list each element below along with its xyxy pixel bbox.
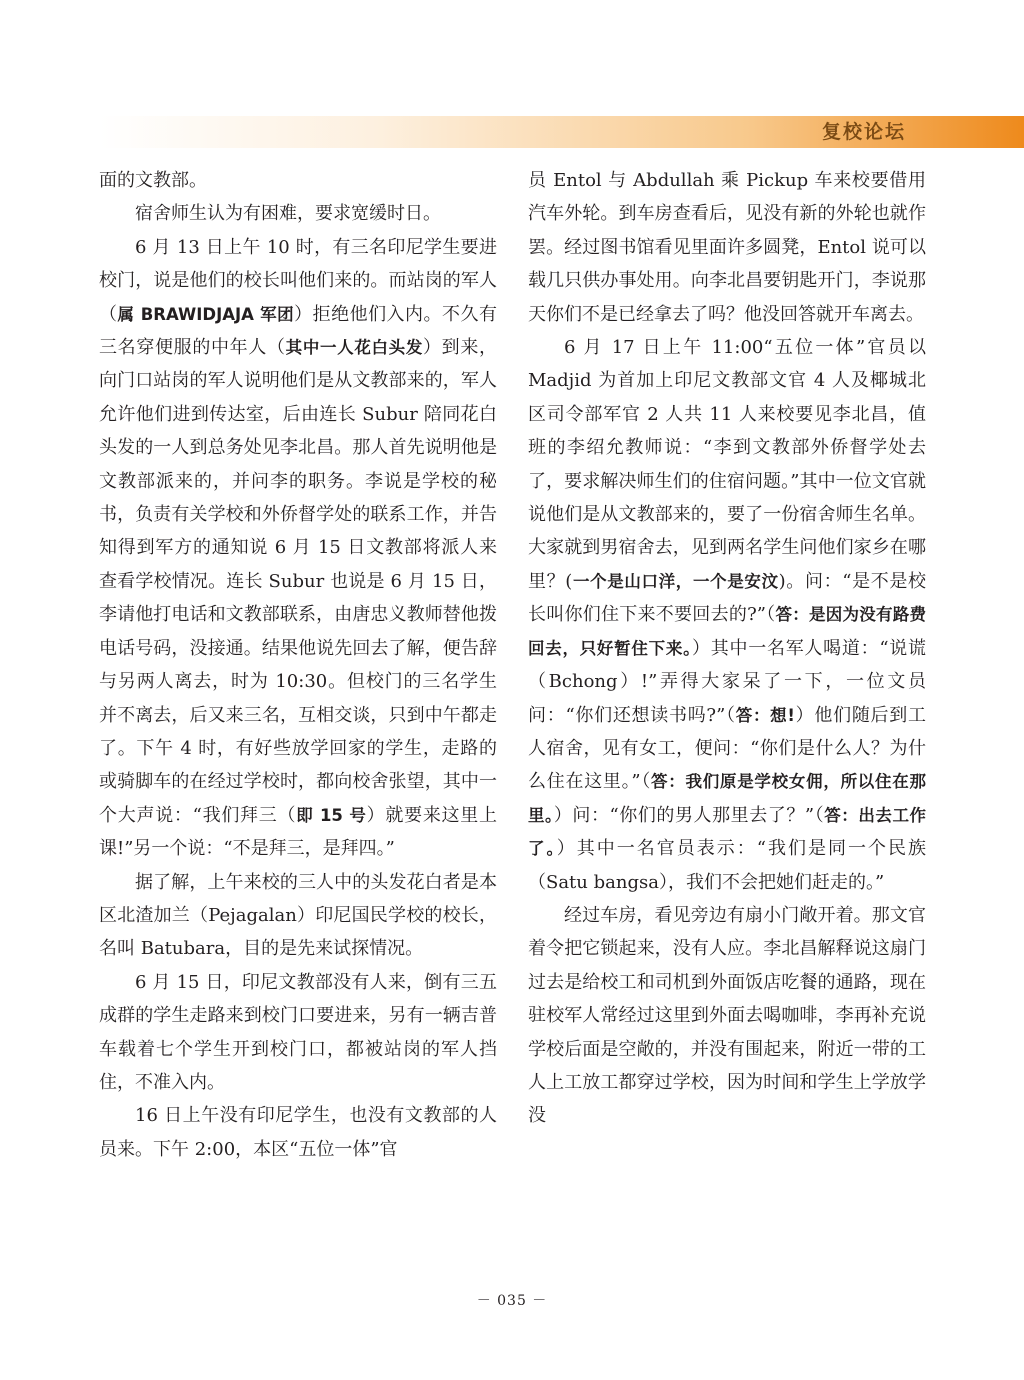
- page-number: － 035 －: [476, 1293, 548, 1309]
- text-segment: )。问：“是不是校长叫你们住下来不要回去的?”（: [528, 570, 926, 626]
- inline-note: 答：是因为没有路费回去，只好暂住下来。: [528, 605, 927, 658]
- section-title: 复校论坛: [821, 121, 906, 143]
- text-segment: ）到来，向门口站岗的军人说明他们是从文教部来的，军人允许他们进到传达室，后由连长 Subur 陪同花白头发的一人到总务处见李北昌。那人首先说明他是文教部派来的，并问李的职务。李说是学校的秘书，负责有关学校和外侨督学处的联系工作，并告知得到军方的通知说 6 月 15 日文教部将派人来查看学校情况。连长 Subur 也说是 6 月 15 日，李请他打电话和文教部联系，由唐忠义教师替他拨电话号码，没接通。结果他说先回去了解，便告辞与另两人离去，时为 10:30。但校门的三名学生并不离去，后又来三名，互相交谈，只到中午都走了。下午 4 时，有好些放学回家的学生，走路的或骑脚车的在经过学校时，都向校舍张望，其中一个大声说：“我们拜三（: [99, 337, 498, 826]
- text-segment: ）拒绝他们入内。不久有三名穿便服的中年人（: [99, 303, 498, 359]
- left-column: [99, 164, 497, 1166]
- text-segment: ）问：“你们的男人那里去了？”（: [553, 804, 825, 826]
- text-segment: 经过车房，看见旁边有扇小门敞开着。那文官着令把它锁起来，没有人应。李北昌解释说这扇门过去是给校工和司机到外面饭店吃餐的通路，现在驻校军人常经过这里到外面去喝咖啡，李再补充说学校后面是空敞的，并没有围起来，附近一带的工人上工放工都穿过学校，因为时间和学生上学放学没: [528, 904, 926, 1127]
- paragraph: [99, 966, 497, 1100]
- paragraph: [99, 164, 497, 197]
- right-column: [528, 164, 926, 1133]
- text-segment: ）其中一名军人喝道：“说谎（Bchong）!”弄得大家呆了一下，一位文员问：“你们还想读书吗?”（: [528, 637, 927, 726]
- text-segment: 6 月 17 日上午 11:00“五位一体”官员以 Madjid 为首加上印尼文教部文官 4 人及椰城北区司令部军官 2 人共 11 人来校要见李北昌，值班的李绍允教师说：“李到文教部外侨督学处去了，要求解决师生们的住宿问题。”其中一位文官就说他们是从文教部来的，要了一份宿舍师生名单。大家就到男宿舍去，见到两名学生问他们家乡在哪里？(: [528, 337, 926, 592]
- inline-note: 其中一人花白头发: [285, 338, 424, 358]
- paragraph: [528, 899, 926, 1133]
- text-segment: ）就要来这里上课!”另一个说：“不是拜三，是拜四。”: [99, 804, 498, 860]
- paragraph: [99, 231, 497, 866]
- inline-note: 一个是山口洋，一个是安汶: [572, 571, 779, 591]
- text-segment: 员 Entol 与 Abdullah 乘 Pickup 车来校要借用汽车外轮。到车房查看后，见没有新的外轮也就作罢。经过图书馆看见里面许多圆凳，Entol 说可以载几只供办事处用。向李北昌要钥匙开门，李说那天你们不是已经拿去了吗？他没回答就开车离去。: [528, 170, 926, 325]
- inline-note: 答：我们原是学校女佣，所以住在那里。: [528, 772, 927, 825]
- paragraph: [99, 197, 497, 230]
- text-segment: 16 日上午没有印尼学生，也没有文教部的人员来。下午 2:00，本区“五位一体”官: [99, 1105, 497, 1160]
- paragraph: [99, 866, 497, 966]
- inline-note: 即 15 号: [296, 805, 367, 825]
- text-segment: 据了解，上午来校的三人中的头发花白者是本区北渣加兰（Pejagalan）印尼国民学校的校长，名叫 Batubara，目的是先来试探情况。: [99, 871, 497, 960]
- text-segment: 6 月 15 日，印尼文教部没有人来，倒有三五成群的学生走路来到校门口要进来，另有一辆吉普车载着七个学生开到校门口，都被站岗的军人挡住，不准入内。: [99, 971, 497, 1093]
- paragraph: [99, 1099, 497, 1166]
- text-segment: 面的文教部。: [99, 170, 207, 191]
- inline-note: 答：出去工作了。: [528, 805, 927, 859]
- paragraph: [528, 331, 926, 899]
- text-segment: ）他们随后到工人宿舍，见有女工，便问：“你们是什么人？为什么住在这里。”（: [528, 704, 926, 793]
- text-segment: ）其中一名官员表示：“我们是同一个民族（Satu bangsa），我们不会把她们赶走的。”: [528, 838, 927, 893]
- text-segment: 宿舍师生认为有困难，要求宽缓时日。: [135, 203, 441, 225]
- inline-note: 属 BRAWIDJAJA 军团: [117, 304, 295, 324]
- text-segment: 6 月 13 日上午 10 时，有三名印尼学生要进校门，说是他们的校长叫他们来的。而站岗的军人（: [99, 236, 497, 325]
- paragraph: [528, 164, 926, 331]
- inline-note: 答：想!: [735, 705, 795, 725]
